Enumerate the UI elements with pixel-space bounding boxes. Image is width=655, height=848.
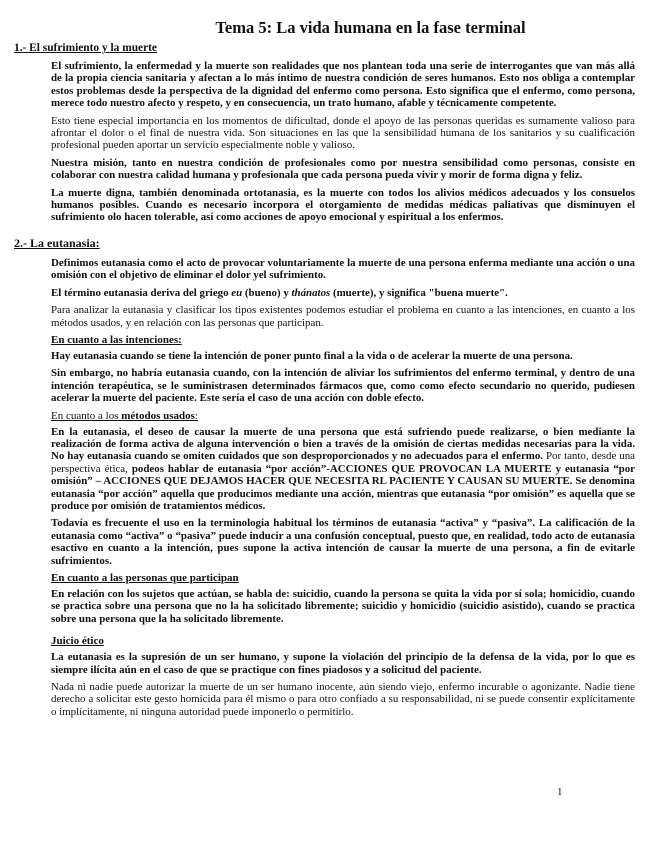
text-segment: Por tanto, desde una perspectiva ética, — [51, 450, 636, 475]
section-1-heading: 1.- El sufrimiento y la muerte — [14, 42, 157, 54]
paragraph: Todavía es frecuente el uso en la terminología habitual los términos de eutanasia “activa” y “pasiva”. La calificación de la eutanasia como “activa” o “pasiva” puede inducir a una confusión conceptual, puesto que, en realidad, todo acto de eutanasia esactivo en cuanto a la intención, pues supone la activa intención de causar la muerte de una persona, a fin de evitarle sufrimientos. — [51, 517, 635, 567]
greek-term-thanatos: thánatos — [291, 286, 331, 299]
page-title: Tema 5: La vida humana en la fase terminal — [215, 18, 526, 37]
section-2-heading: 2.- La eutanasia: — [14, 235, 100, 250]
text-segment-bold: podeos hablar de eutanasia “por acción”-ACCIONES QUE PROVOCAN LA MUERTE y eutanasia “por omisión” – ACCIONES QUE DEJAMOS HACER QUE NECESITA RL PACIENTE Y CAUSAN SU MUERTE. Se denomina eutanasia “por acción” aquella que producimos mediante una acción, mientras que eutanasia “por omisión” es aquella que se produce por omisión de tratamientos médicos. — [51, 462, 635, 512]
greek-term-eu: eu — [231, 286, 243, 299]
text-segment: (muerte), y significa "buena muerte". — [330, 286, 508, 299]
subheading-juicio-etico: Juicio ético — [51, 635, 104, 648]
paragraph: Nada ni nadie puede autorizar la muerte de un ser humano inocente, aún siendo viejo, enfermo incurable o agonizante. Nadie tiene derecho a solicitar este gesto homicida para él mismo o para otro confiado a su responsabilidad, ni se puede consentir explícitamente o implícitamente, ni ninguna autoridad puede imponerlo o permitirlo. — [51, 681, 635, 718]
paragraph: Definimos eutanasia como el acto de provocar voluntariamente la muerte de una persona enferma mediante una acción o una omisión con el objetivo de eliminar el dolor yel sufrimiento. — [51, 256, 635, 282]
subheading-intenciones: En cuanto a las intenciones: — [51, 333, 182, 346]
paragraph-etymology — [51, 287, 635, 299]
paragraph: La muerte digna, también denominada ortotanasia, es la muerte con todos los alivios médicos adecuados y los consuelos humanos posibles. Cuando es necesario incorpora el otorgamiento de medidas médicas paliativas que disminuyen el sufrimiento olo hacen tolerable, así como acciones de apoyo emocional y espiritual a los enfermos. — [51, 186, 635, 224]
paragraph: Sin embargo, no habría eutanasia cuando, con la intención de aliviar los sufrimientos del enfermo terminal, y dentro de una intención terapéutica, se le suministrasen determinados fármacos que, como como efecto secundario no querido, pudiesen acelerar la muerte del paciente. Este sería el caso de una acción con doble efecto. — [51, 367, 635, 405]
subheading-metodos — [51, 410, 635, 422]
text-segment: (bueno) y — [242, 286, 292, 299]
paragraph: Esto tiene especial importancia en los momentos de dificultad, donde el apoyo de las personas queridas es sumamente valioso para afrontar el dolor o el final de nuestra vida. Son situaciones en las que la sensibilidad humana de los sanitarios y su cualificación profesional pueden aportar un servicio especialmente noble y valioso. — [51, 114, 635, 152]
paragraph: En relación con los sujetos que actúan, se habla de: suicidio, cuando la persona se quita la vida por sí sola; homicidio, cuando se practica sobre una persona que no la ha solicitado libremente; suicidio y homicidio (suicidio asistido), cuando se practica sobre una persona que la ha solicitado libremente. — [51, 588, 635, 625]
paragraph-metodos — [51, 426, 635, 513]
text-segment: : — [194, 409, 198, 422]
paragraph: Nuestra misión, tanto en nuestra condición de profesionales como por nuestra sensibilidad como personas, consiste en colaborar con nuestra calidad humana y profesionala que cada persona pueda vivir y morir de forma digna y feliz. — [51, 156, 635, 182]
text-segment: El término eutanasia deriva del griego — [51, 286, 232, 299]
subheading-personas: En cuanto a las personas que participan — [51, 572, 239, 584]
paragraph: La eutanasia es la supresión de un ser humano, y supone la violación del principio de la defensa de la vida, por lo que es siempre ilícita aún en el caso de que se practique con fines piadosos y a solicitud del paciente. — [51, 651, 635, 676]
text-segment: En cuanto a los — [51, 409, 122, 422]
paragraph: El sufrimiento, la enfermedad y la muerte son realidades que nos plantean toda una serie de interrogantes que van más allá de la propia ciencia sanitaria y afectan a lo más íntimo de nuestra condición de seres humanos. Esto nos obliga a contemplar estos problemas desde la perspectiva de la dignidad del enfermo como persona. Esto significa que el enfermo, como persona, merece todo nuestro afecto y respeto, y en consecuencia, un trato humano, afable y técnicamente competente. — [51, 60, 635, 110]
paragraph: Para analizar la eutanasia y clasificar los tipos existentes podemos estudiar el problema en cuanto a las intenciones, en cuanto a los métodos usados, y en relación con las personas que participan. — [51, 304, 635, 329]
text-segment-bold: En la eutanasia, el deseo de causar la muerte de una persona que está sufriendo puede realizarse, o bien mediante la realización de forma activa de alguna intervención o bien a través de la omisión de ciertas medidas necesarias para la vida. No hay eutanasia cuando se omiten cuidados que son desproporcionados y no adecuados para el enfermo. — [51, 425, 635, 463]
paragraph: Hay eutanasia cuando se tiene la intención de poner punto final a la vida o de acelerar la muerte de una persona. — [51, 349, 573, 362]
text-segment-bold: métodos usados — [121, 409, 195, 422]
page-number: 1 — [557, 786, 563, 798]
